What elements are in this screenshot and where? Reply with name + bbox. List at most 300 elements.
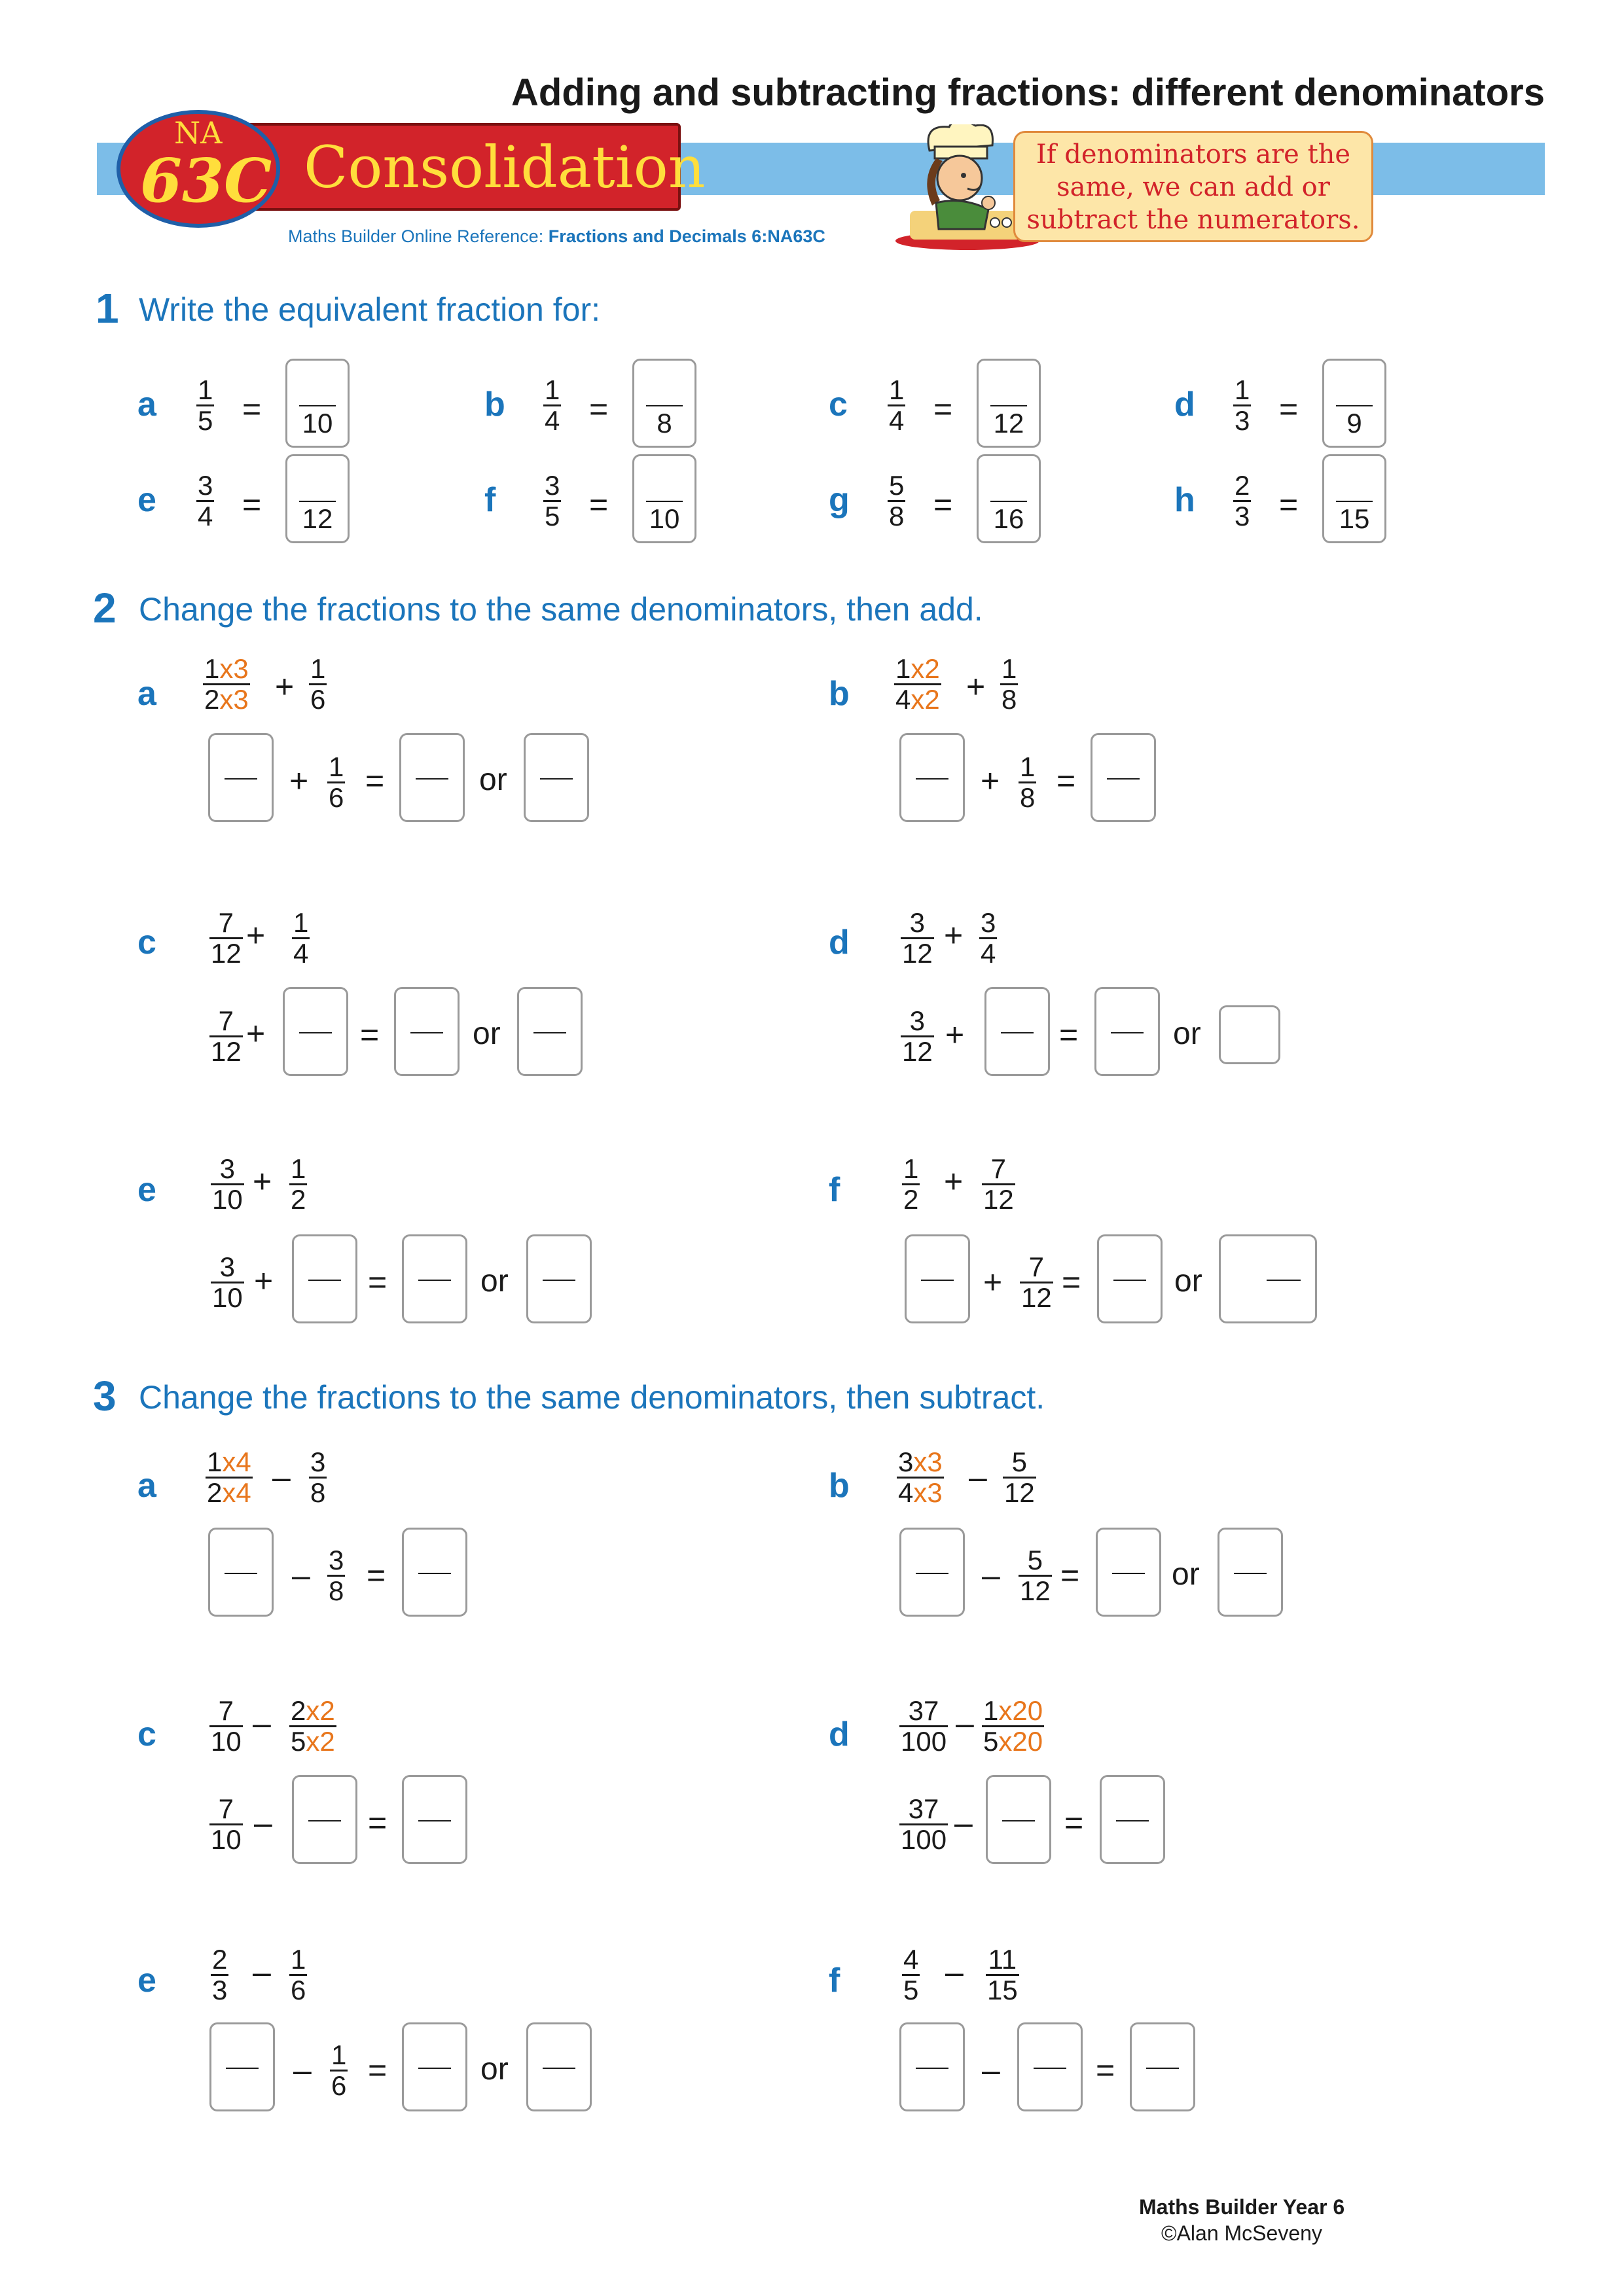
q1-answer-box[interactable] (1322, 359, 1386, 448)
or-word: or (1172, 1557, 1200, 1592)
fraction-line (1113, 1280, 1146, 1281)
q3d-box2[interactable] (1100, 1775, 1165, 1864)
fraction-line (646, 405, 683, 406)
multiplier: x2 (306, 1695, 335, 1726)
q1-fraction (196, 376, 214, 435)
q2e-fraction1-repeat (211, 1253, 244, 1312)
q2f-box3[interactable] (1219, 1234, 1317, 1323)
banner (223, 123, 706, 211)
plus-sign: + (246, 1015, 266, 1052)
q2f-fraction2-repeat (1020, 1253, 1053, 1312)
q2e-box3[interactable] (526, 1234, 592, 1323)
plus-sign: + (981, 762, 1000, 799)
q2d-label: d (829, 924, 850, 961)
q1-fraction (888, 471, 905, 531)
denominator: 3 (1235, 501, 1250, 531)
denominator: 2 (903, 1184, 919, 1215)
denominator: 5 (903, 1975, 919, 2005)
numerator: 3 (898, 1446, 914, 1477)
equals-sign: = (589, 486, 609, 523)
denominator: 10 (212, 1282, 243, 1313)
denominator: 100 (901, 1726, 947, 1757)
q1-answer-box[interactable] (285, 359, 350, 448)
multiplier: x3 (913, 1446, 943, 1477)
denominator: 4 (895, 684, 911, 715)
q3a-box2[interactable] (402, 1528, 467, 1617)
q3e-fraction1 (211, 1945, 228, 2005)
badge-prefix: NA (174, 115, 223, 151)
denominator: 2 (207, 1477, 223, 1508)
q1-answer-box[interactable] (632, 359, 696, 448)
denominator: 6 (291, 1975, 306, 2005)
or-word: or (473, 1016, 501, 1051)
q2e-fraction1 (211, 1155, 244, 1214)
q2c-fraction1 (209, 908, 243, 968)
numerator: 2 (212, 1944, 228, 1975)
numerator: 1 (1235, 374, 1250, 405)
footer-book: Maths Builder Year 6 (1139, 2195, 1345, 2219)
q3c-box1[interactable] (292, 1775, 357, 1864)
target-denominator: 16 (993, 503, 1024, 534)
q3-number: 3 (93, 1372, 117, 1420)
multiplier: x2 (911, 653, 940, 684)
fraction-line (1116, 1820, 1149, 1821)
numerator: 3 (329, 1545, 344, 1575)
q2c-box1[interactable] (283, 987, 348, 1076)
q2c-fraction1-repeat (209, 1007, 243, 1066)
denominator: 15 (987, 1975, 1018, 2005)
fraction-line (1336, 405, 1373, 406)
q1-answer-box[interactable] (1322, 454, 1386, 543)
denominator: 12 (211, 938, 242, 969)
fraction-line (990, 405, 1027, 406)
fraction-line (416, 778, 448, 780)
q3f-fraction1 (902, 1945, 920, 2005)
minus-sign: – (954, 1804, 973, 1841)
minus-sign: – (982, 1557, 1000, 1594)
denominator: 6 (329, 782, 344, 813)
q2e-box1[interactable] (292, 1234, 357, 1323)
equals-sign: = (1064, 1804, 1084, 1841)
denominator: 5 (545, 501, 560, 531)
plus-sign: + (253, 1163, 272, 1200)
equals-sign: = (1062, 1264, 1081, 1300)
numerator: 2 (291, 1695, 306, 1726)
q2f-label: f (829, 1171, 840, 1209)
q1-item-label: e (137, 481, 156, 519)
q2-text: Change the fractions to the same denominators, then add. (139, 591, 983, 628)
equals-sign: = (1060, 1557, 1080, 1594)
numerator: 1 (895, 653, 911, 684)
q2c-box2[interactable] (394, 987, 460, 1076)
q1-item-label: g (829, 481, 850, 519)
target-denominator: 8 (657, 408, 672, 439)
q3a-fraction2-repeat (327, 1546, 345, 1605)
numerator: 5 (1027, 1545, 1043, 1575)
q3b-box3[interactable] (1218, 1528, 1283, 1617)
q2f-fraction2 (982, 1155, 1015, 1214)
or-word: or (480, 2052, 509, 2087)
denominator: 8 (1001, 684, 1017, 715)
minus-sign: – (253, 1705, 271, 1742)
q1-item-label: c (829, 386, 848, 423)
denominator: 2 (204, 684, 220, 715)
q1-fraction (888, 376, 905, 435)
denominator: 12 (1021, 1282, 1052, 1313)
fraction-line (299, 1032, 332, 1033)
fraction-line (1001, 1032, 1034, 1033)
fraction-line (225, 1573, 257, 1574)
equals-sign: = (589, 391, 609, 427)
q1-answer-box[interactable] (632, 454, 696, 543)
q2d-fraction1 (901, 908, 934, 968)
q2f-fraction1 (902, 1155, 920, 1214)
fraction-line (1112, 1573, 1145, 1574)
q3c-fraction1 (209, 1696, 243, 1756)
q3d-label: d (829, 1715, 850, 1753)
q2b-label: b (829, 675, 850, 713)
plus-sign: + (966, 668, 986, 705)
multiplier: x3 (219, 653, 249, 684)
q1-answer-box[interactable] (977, 454, 1041, 543)
q1-answer-box[interactable] (285, 454, 350, 543)
q1-item-label: b (484, 386, 505, 423)
q2b-box2[interactable] (1091, 733, 1156, 822)
q1-fraction (543, 471, 561, 531)
q1-fraction (1233, 471, 1251, 531)
multiplier: x20 (998, 1695, 1043, 1726)
or-word: or (480, 1264, 509, 1299)
denominator: 5 (291, 1726, 306, 1757)
numerator: 11 (988, 1944, 1017, 1975)
plus-sign: + (944, 1163, 964, 1200)
numerator: 7 (990, 1153, 1007, 1184)
minus-sign: – (272, 1459, 291, 1496)
q3b-fraction2 (1003, 1448, 1036, 1507)
q3d-fraction1 (899, 1696, 948, 1756)
online-reference (288, 226, 825, 247)
denominator: 5 (198, 405, 213, 436)
q3e-box3[interactable] (526, 2022, 592, 2111)
equals-sign: = (1059, 1016, 1079, 1053)
plus-sign: + (289, 762, 309, 799)
denominator: 4 (198, 501, 213, 531)
q2d-box1[interactable] (984, 987, 1050, 1076)
fraction-line (543, 1280, 575, 1281)
q3c-fraction1-repeat (209, 1795, 243, 1854)
numerator: 3 (981, 907, 996, 938)
q2a-box2[interactable] (399, 733, 465, 822)
q2d-box3[interactable] (1219, 1005, 1280, 1064)
denominator: 2 (291, 1184, 306, 1215)
fraction-line (418, 1280, 451, 1281)
q1-number: 1 (96, 285, 119, 332)
numerator: 1 (291, 1153, 306, 1184)
q1-item-label: d (1174, 386, 1195, 423)
q3e-box1[interactable] (209, 2022, 275, 2111)
q3d-fraction1-repeat (899, 1795, 948, 1854)
denominator: 10 (212, 1184, 243, 1215)
numerator: 37 (908, 1695, 939, 1726)
q3d-fraction2 (982, 1696, 1044, 1756)
numerator: 2 (1235, 470, 1250, 501)
numerator: 37 (908, 1793, 939, 1824)
fraction-line (299, 405, 336, 406)
badge-code: 63C (140, 145, 272, 216)
denominator: 100 (901, 1824, 947, 1855)
denominator: 8 (1020, 782, 1036, 813)
target-denominator: 9 (1346, 408, 1362, 439)
q2b-fraction2-repeat (1019, 753, 1036, 812)
q3b-label: b (829, 1467, 850, 1505)
fraction-line (916, 778, 948, 780)
minus-sign: – (945, 1954, 964, 1990)
target-denominator: 10 (302, 408, 333, 439)
or-word: or (479, 762, 507, 797)
multiplier: x2 (306, 1726, 335, 1757)
fraction-line (990, 501, 1027, 502)
q2d-fraction1-repeat (901, 1007, 934, 1066)
fraction-line (418, 1573, 451, 1574)
q2b-fraction1 (894, 655, 941, 714)
fraction-line (916, 1573, 948, 1574)
numerator: 3 (219, 1153, 236, 1184)
plus-sign: + (246, 917, 266, 954)
q2c-box3[interactable] (517, 987, 583, 1076)
numerator: 1 (293, 907, 309, 938)
numerator: 3 (310, 1446, 326, 1477)
minus-sign: – (982, 2052, 1000, 2089)
fraction-line (1267, 1280, 1301, 1281)
reference-label: Maths Builder Online Reference: (288, 226, 549, 246)
fraction-line (1336, 501, 1373, 502)
equals-sign: = (242, 391, 262, 427)
fraction-line (308, 1280, 341, 1281)
q2d-box2[interactable] (1094, 987, 1160, 1076)
denominator: 4 (898, 1477, 914, 1508)
plus-sign: + (944, 917, 964, 954)
q3a-fraction1 (206, 1448, 253, 1507)
minus-sign: – (253, 1954, 271, 1990)
numerator: 7 (218, 1005, 234, 1036)
numerator: 7 (1028, 1251, 1045, 1282)
q3c-fraction2 (289, 1696, 336, 1756)
fraction-line (1034, 2068, 1066, 2069)
q1-fraction (543, 376, 561, 435)
numerator: 3 (909, 907, 926, 938)
numerator: 1 (291, 1944, 306, 1975)
numerator: 1 (889, 374, 905, 405)
fraction-line (1107, 778, 1140, 780)
denominator: 6 (310, 684, 326, 715)
numerator: 1 (545, 374, 560, 405)
numerator: 1 (329, 751, 344, 782)
denominator: 4 (981, 938, 996, 969)
plus-sign: + (983, 1264, 1003, 1300)
numerator: 3 (219, 1251, 236, 1282)
q2a-fraction2-repeat (327, 753, 345, 812)
q2b-fraction2 (1000, 655, 1018, 714)
denominator: 8 (310, 1477, 326, 1508)
denominator: 12 (211, 1036, 242, 1067)
q3e-fraction2-repeat (330, 2041, 348, 2100)
equals-sign: = (368, 1264, 388, 1300)
q2a-box1[interactable] (208, 733, 274, 822)
plus-sign: + (945, 1016, 965, 1053)
footer-copyright: ©Alan McSeveny (1161, 2221, 1322, 2245)
minus-sign: – (292, 1557, 310, 1594)
banner-title: Consolidation (304, 134, 706, 201)
numerator: 1 (310, 653, 326, 684)
fraction-line (299, 501, 336, 502)
numerator: 1 (204, 653, 220, 684)
fraction-line (1234, 1573, 1267, 1574)
q1-fraction (1233, 376, 1251, 435)
denominator: 12 (983, 1184, 1014, 1215)
target-denominator: 10 (649, 503, 680, 534)
q2c-label: c (137, 924, 156, 961)
fraction-line (921, 1280, 954, 1281)
fraction-line (533, 1032, 566, 1033)
q3d-box1[interactable] (986, 1775, 1051, 1864)
numerator: 3 (909, 1005, 926, 1036)
tip-text: If denominators are the same, we can add or subtract the numerators. (1026, 139, 1360, 235)
fraction-line (540, 778, 573, 780)
fraction-line (916, 2068, 948, 2069)
or-word: or (1173, 1016, 1201, 1051)
multiplier: x4 (222, 1477, 251, 1508)
denominator: 3 (212, 1975, 228, 2005)
q3b-box2[interactable] (1096, 1528, 1161, 1617)
q3f-fraction2 (986, 1945, 1019, 2005)
q3f-box3[interactable] (1130, 2022, 1195, 2111)
q2c-fraction2 (292, 908, 310, 968)
denominator: 4 (889, 405, 905, 436)
target-denominator: 15 (1339, 503, 1370, 534)
fraction-line (308, 1820, 341, 1821)
denominator: 6 (331, 2070, 347, 2101)
fraction-line (418, 1820, 451, 1821)
fraction-line (646, 501, 683, 502)
q3a-fraction2 (309, 1448, 327, 1507)
numerator: 1 (198, 374, 213, 405)
equals-sign: = (365, 762, 385, 799)
q2b-box1[interactable] (899, 733, 965, 822)
target-denominator: 12 (993, 408, 1024, 439)
numerator: 1 (1020, 751, 1036, 782)
denominator: 8 (889, 501, 905, 531)
q3c-box2[interactable] (402, 1775, 467, 1864)
minus-sign: – (254, 1804, 272, 1841)
denominator: 5 (983, 1726, 999, 1757)
numerator: 1 (207, 1446, 223, 1477)
page-title: Adding and subtracting fractions: different denominators (511, 71, 1545, 114)
denominator: 12 (902, 938, 933, 969)
q2d-fraction2 (979, 908, 997, 968)
numerator: 7 (218, 1793, 234, 1824)
q3b-fraction2-repeat (1019, 1546, 1052, 1605)
equals-sign: = (367, 1557, 386, 1594)
tip-box (1013, 131, 1373, 242)
target-denominator: 12 (302, 503, 333, 534)
fraction-line (543, 2068, 575, 2069)
q1-answer-box[interactable] (977, 359, 1041, 448)
q3e-label: e (137, 1962, 156, 2000)
q3c-label: c (137, 1715, 156, 1753)
q3f-label: f (829, 1962, 840, 2000)
q2e-fraction2 (289, 1155, 307, 1214)
multiplier: x3 (219, 684, 249, 715)
minus-sign: – (956, 1705, 974, 1742)
reference-value: Fractions and Decimals 6:NA63C (548, 226, 825, 246)
q2e-box2[interactable] (402, 1234, 467, 1323)
multiplier: x3 (913, 1477, 943, 1508)
denominator: 12 (1020, 1575, 1051, 1606)
fraction-line (418, 2068, 451, 2069)
multiplier: x4 (222, 1446, 251, 1477)
q3a-box1[interactable] (208, 1528, 274, 1617)
numerator: 4 (903, 1944, 919, 1975)
q3f-box2[interactable] (1017, 2022, 1083, 2111)
numerator: 1 (983, 1695, 999, 1726)
multiplier: x20 (998, 1726, 1043, 1757)
equals-sign: = (1279, 486, 1299, 523)
q2f-box1[interactable] (905, 1234, 970, 1323)
denominator: 3 (1235, 405, 1250, 436)
fraction-line (225, 778, 257, 780)
fraction-line (410, 1032, 443, 1033)
equals-sign: = (1056, 762, 1076, 799)
plus-sign: + (254, 1263, 274, 1299)
equals-sign: = (360, 1016, 380, 1053)
fraction-line (1146, 2068, 1179, 2069)
denominator: 8 (329, 1575, 344, 1606)
equals-sign: = (242, 486, 262, 523)
numerator: 1 (903, 1153, 919, 1184)
equals-sign: = (1096, 2052, 1115, 2089)
q2a-label: a (137, 675, 156, 713)
q3-text: Change the fractions to the same denominators, then subtract. (139, 1379, 1045, 1416)
q3e-box2[interactable] (402, 2022, 467, 2111)
denominator: 12 (1004, 1477, 1035, 1508)
q2a-box3[interactable] (524, 733, 589, 822)
numerator: 1 (1001, 653, 1017, 684)
q3f-box1[interactable] (899, 2022, 965, 2111)
equals-sign: = (1279, 391, 1299, 427)
q2a-fraction2 (309, 655, 327, 714)
equals-sign: = (933, 486, 953, 523)
multiplier: x2 (911, 684, 940, 715)
q3b-fraction1 (897, 1448, 944, 1507)
denominator: 12 (902, 1036, 933, 1067)
denominator: 4 (545, 405, 560, 436)
q3b-box1[interactable] (899, 1528, 965, 1617)
fraction-line (1111, 1032, 1144, 1033)
q1-fraction (196, 471, 214, 531)
minus-sign: – (293, 2052, 312, 2089)
q2-number: 2 (93, 584, 117, 632)
equals-sign: = (933, 391, 953, 427)
numerator: 1 (331, 2039, 347, 2070)
q3a-label: a (137, 1467, 156, 1505)
numerator: 5 (889, 470, 905, 501)
q1-text: Write the equivalent fraction for: (139, 291, 600, 328)
q2f-box2[interactable] (1097, 1234, 1163, 1323)
denominator: 10 (211, 1726, 242, 1757)
numerator: 5 (1011, 1446, 1028, 1477)
numerator: 3 (198, 470, 213, 501)
q1-item-label: h (1174, 481, 1195, 519)
